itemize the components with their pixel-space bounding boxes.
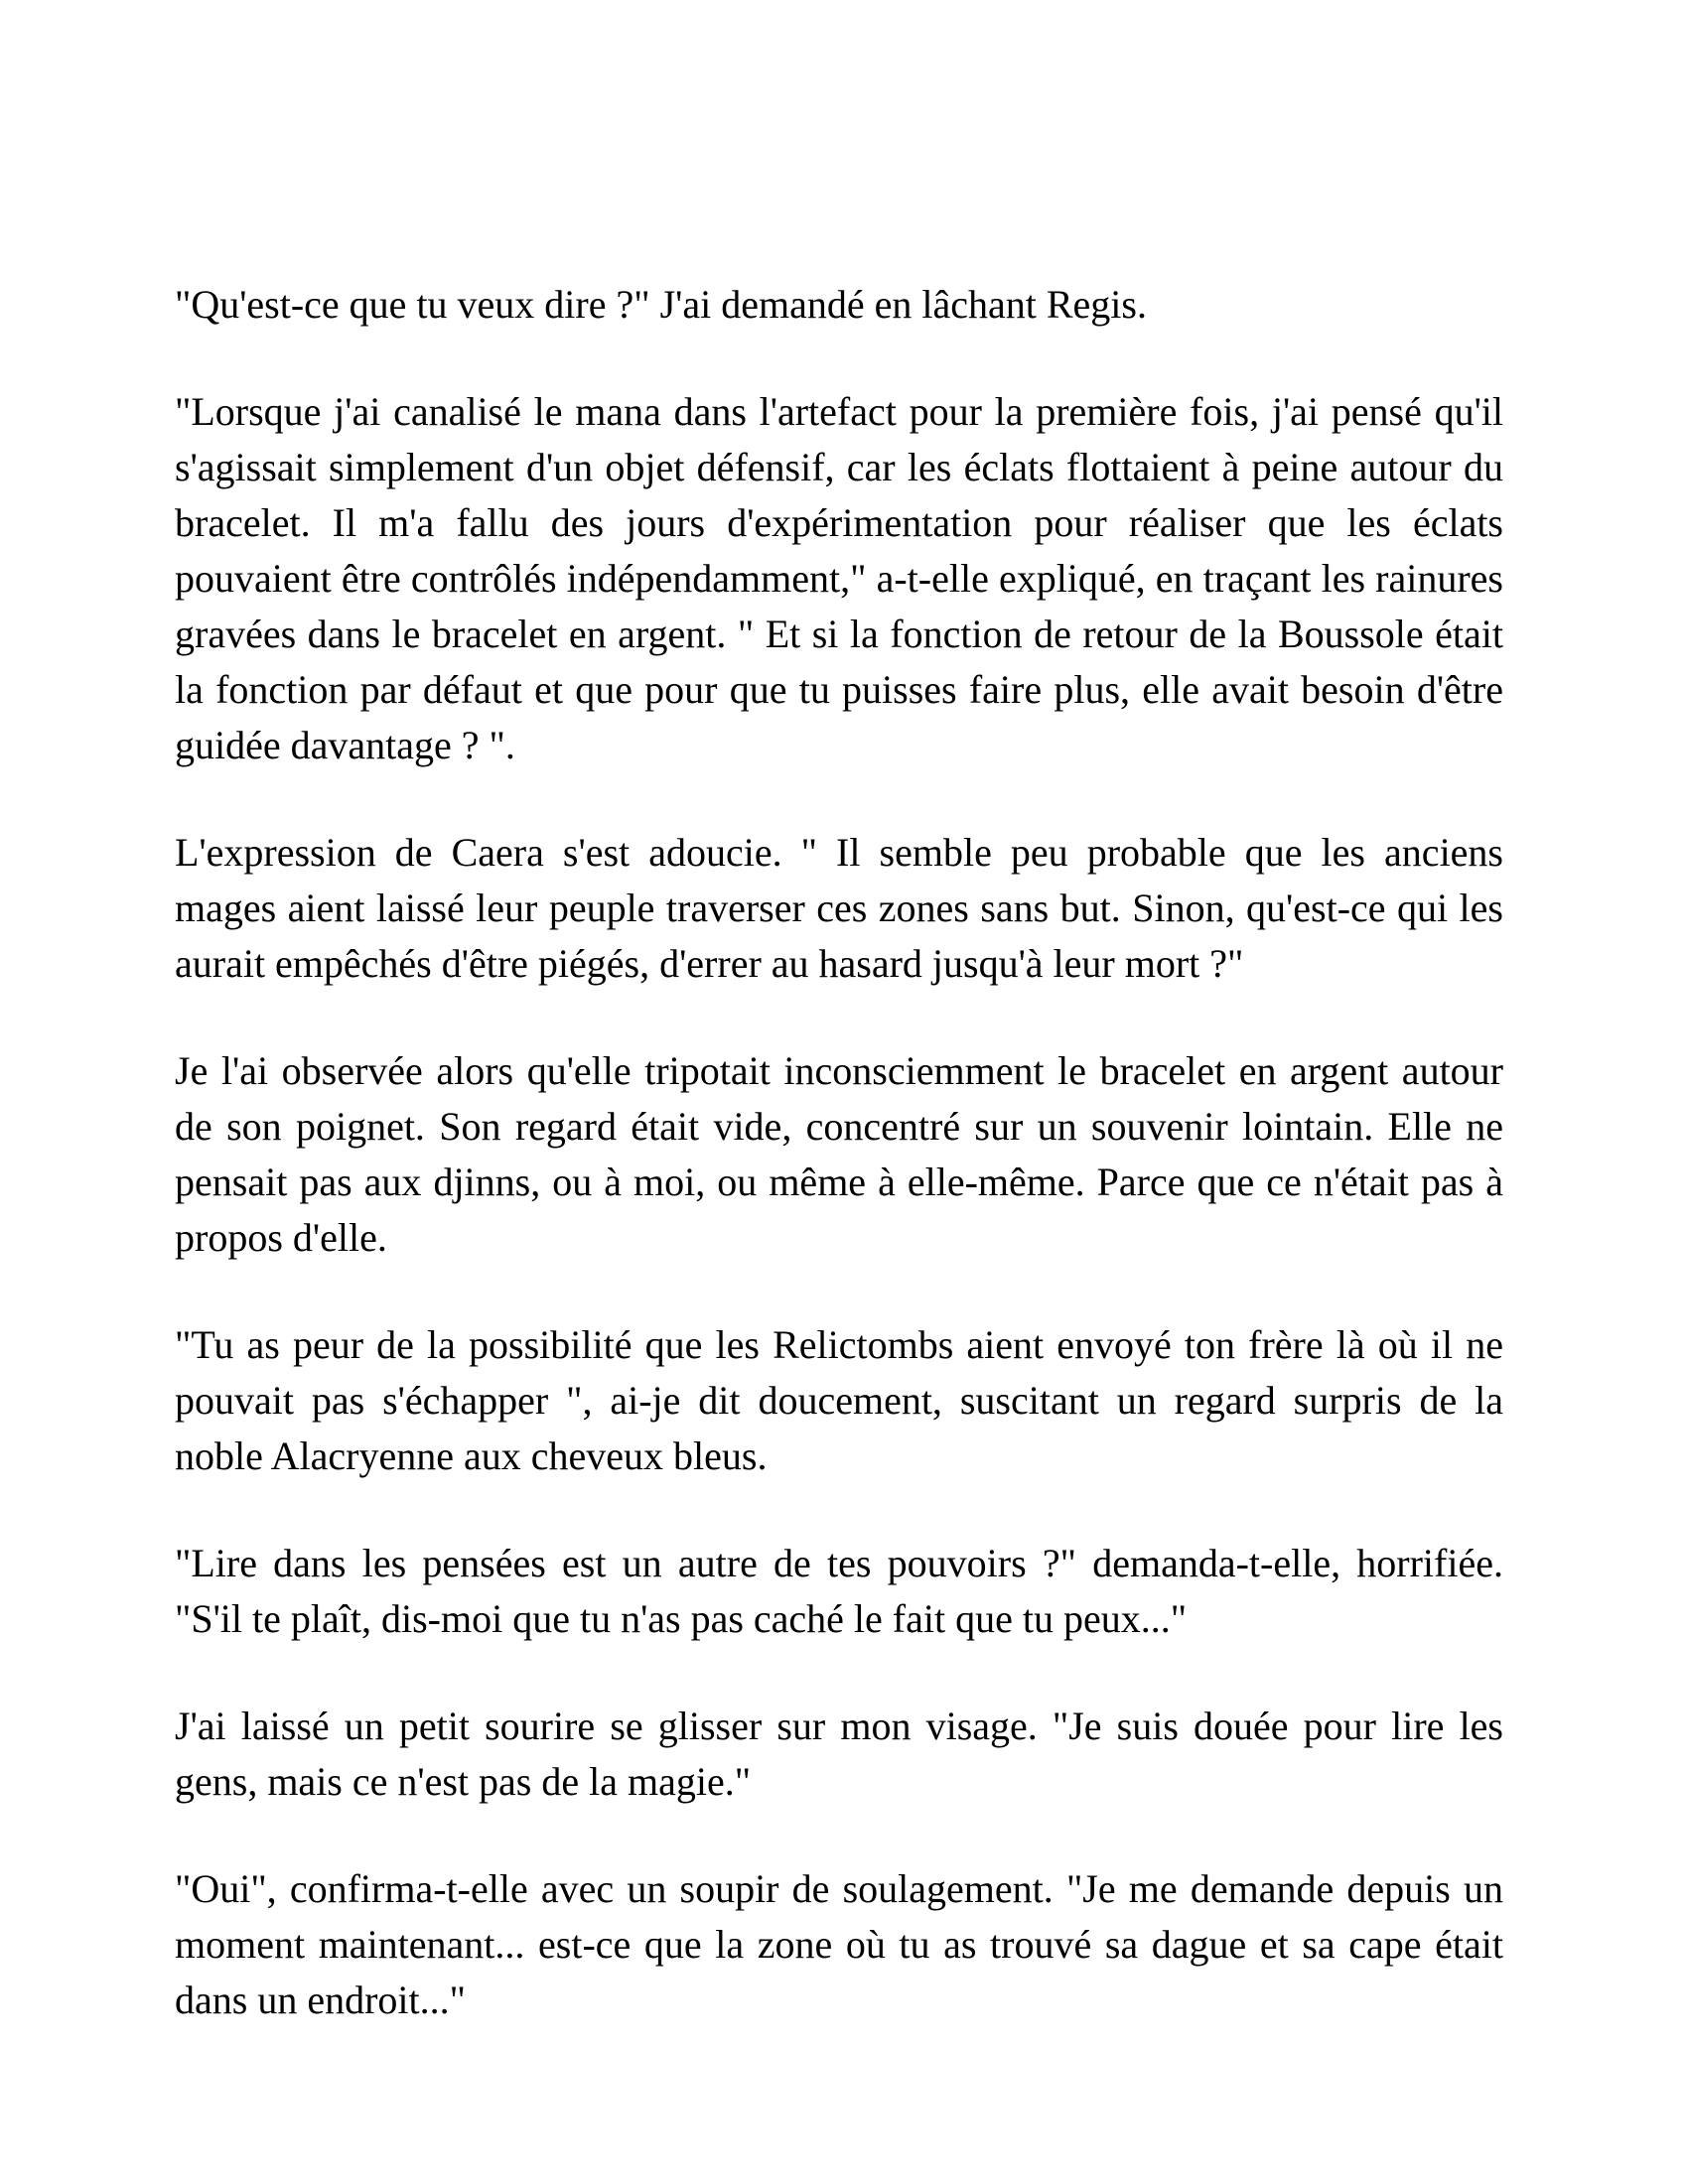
paragraph: Je l'ai observée alors qu'elle tripotait inconsciemment le bracelet en argent autour de son poignet. Son regard était vide, concentré sur un souvenir lointain. Elle ne pensait pas aux djinns, ou à moi, ou même à elle-même. Parce que ce n'était pas à propos d'elle. bbox=[175, 1048, 1503, 1260]
paragraph: "Lorsque j'ai canalisé le mana dans l'artefact pour la première fois, j'ai pensé qu'il s'agissait simplement d'un objet défensif, car les éclats flottaient à peine autour du bracelet. Il m'a fallu des jours d'expérimentation pour réaliser que les éclats pouvaient être contrôlés indépendamment," a-t-elle expliqué, en traçant les rainures gravées dans le bracelet en argent. " Et si la fonction de retour de la Boussole était la fonction par défaut et que pour que tu puisses faire plus, elle avait besoin d'être guidée davantage ? ". bbox=[175, 389, 1503, 767]
document-text bbox=[175, 277, 1503, 2028]
paragraph: L'expression de Caera s'est adoucie. " Il semble peu probable que les anciens mages aient laissé leur peuple traverser ces zones sans but. Sinon, qu'est-ce qui les aurait empêchés d'être piégés, d'errer au hasard jusqu'à leur mort ?" bbox=[175, 830, 1503, 986]
paragraph: "Tu as peur de la possibilité que les Relictombs aient envoyé ton frère là où il ne pouvait pas s'échapper ", ai-je dit doucement, suscitant un regard surpris de la noble Alacryenne aux cheveux bleus. bbox=[175, 1322, 1503, 1478]
paragraph: "Oui", confirma-t-elle avec un soupir de soulagement. "Je me demande depuis un moment maintenant... est-ce que la zone où tu as trouvé sa dague et sa cape était dans un endroit..." bbox=[175, 1866, 1503, 2022]
paragraph: "Lire dans les pensées est un autre de tes pouvoirs ?" demanda-t-elle, horrifiée. "S'il te plaît, dis-moi que tu n'as pas caché le fait que tu peux..." bbox=[175, 1541, 1503, 1641]
paragraph: "Qu'est-ce que tu veux dire ?" J'ai demandé en lâchant Regis. bbox=[175, 282, 1147, 327]
paragraph: J'ai laissé un petit sourire se glisser sur mon visage. "Je suis douée pour lire les gens, mais ce n'est pas de la magie." bbox=[175, 1704, 1503, 1804]
